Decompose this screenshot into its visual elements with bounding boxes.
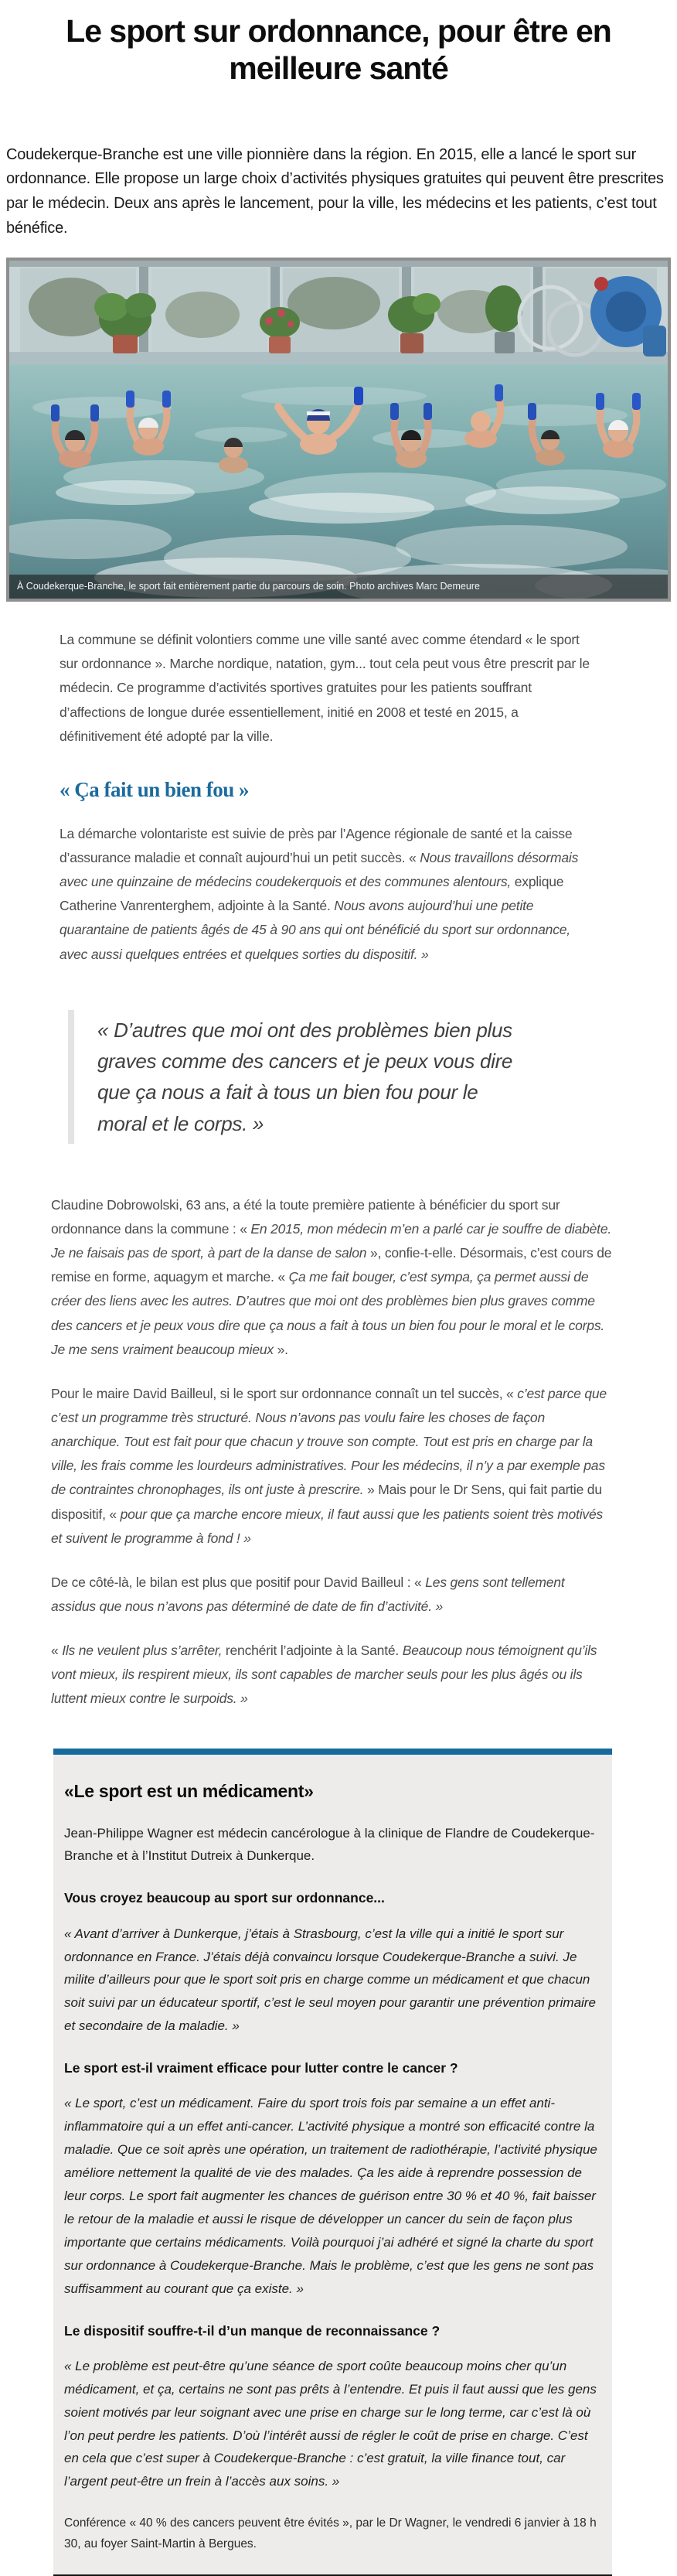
body-paragraph: Pour le maire David Bailleul, si le sport sur ordonnance connaît un tel succès, « c’est parce que c’est un programme très structuré. Nous n’avons pas voulu faire les choses de façon anarchique. Tout est fait pour que chacun y trouve son compte. Tout est pris en charge par la ville, les frais comme les lourdeurs administratives. Pour les médecins, il n’y a par exemple pas de contraintes chronophages, ils ont juste à prescrire. » Mais pour le Dr Sens, qui fait partie du dispositif, « pour que ça marche encore mieux, il faut aussi que les patients soient très motivés et suivent le programme à fond ! » bbox=[51, 1385, 607, 1546]
body-paragraph: De ce côté-là, le bilan est plus que positif pour David Bailleul : « Les gens sont tellement assidus que nous n’avons pas déterminé de date de fin d’activité. » bbox=[51, 1574, 565, 1614]
interview-question: Le dispositif souffre-t-il d’un manque de reconnaissance ? bbox=[64, 2322, 441, 2339]
interview-answer: « Avant d’arriver à Dunkerque, j’étais à Strasbourg, c’est la ville qui a initié le sport sur ordonnance en France. J’étais déjà convaincu lorsque Coudekerque-Branche a suivi. Je milite d’ailleurs pour que le sport soit pris en charge comme un médicament et que chacun soit suivi par un éducateur sportif, c’est le seul moyen pour garantir une prévention primaire et secondaire de la maladie. » bbox=[64, 1926, 596, 2034]
body-paragraph: « Ils ne veulent plus s’arrêter, renchérit l’adjointe à la Santé. Beaucoup nous témoignent qu’ils vont mieux, ils respirent mieux, ils sont capables de marcher seuls pour les plus âgés ou ils luttent mieux contre le surpoids. » bbox=[51, 1643, 597, 1707]
body-paragraph: La démarche volontariste est suivie de près par l’Agence régionale de santé et la caisse d’assurance maladie et connaît aujourd’hui un petit succès. « Nous travaillons désormais avec une quinzaine de médecins coudekerquois et des communes alentours, explique Catherine Vanrenterghem, adjointe à la Santé. Nous avons aujourd’hui une petite quarantaine de patients âgés de 45 à 90 ans qui ont bénéficié du sport sur ordonnance, avec aussi quelques entrées et quelques sorties du dispositif. » bbox=[60, 825, 579, 962]
article-lead: Coudekerque-Branche est une ville pionnière dans la région. En 2015, elle a lancé le sport sur ordonnance. Elle propose un large choix d’activités physiques gratuites qui peuvent être prescrites par le médecin. Deux ans après le lancement, pour la ville, les médecins et les patients, c’est tout bénéfice. bbox=[6, 145, 664, 237]
article-page bbox=[0, 12, 677, 2576]
interview-answer: « Le problème est peut-être qu’une séance de sport coûte beaucoup moins cher qu’un médicament, et ça, certains ne sont pas prêts à l’entendre. Et puis il faut aussi que les gens soient motivés par leur soignant avec une prise en charge sur le long terme, car c’est là où l’on peut perdre les patients. D’où l’intérêt aussi de régler le coût de prise en charge. C’est en cela que c’est super à Coudekerque-Branche : c’est gratuit, la ville finance tout, car l’argent peut-être un frein à l’accès aux soins. » bbox=[64, 2358, 597, 2489]
interview-box bbox=[53, 1749, 612, 2576]
body-paragraph: Claudine Dobrowolski, 63 ans, a été la toute première patiente à bénéficier du sport sur ordonnance dans la commune : « En 2015, mon médecin m’en a parlé car je souffre de diabète. Je ne faisais pas de sport, à part de la danse de salon », confie-t-elle. Désormais, c’est cours de remise en forme, aquagym et marche. « Ça me fait bouger, c’est sympa, ça permet aussi de créer des liens avec les autres. D’autres que moi ont des problèmes bien plus graves comme des cancers et je peux vous dire que ça nous a fait à tous un bien fou pour le moral et le corps. Je me sens vraiment beaucoup mieux ». bbox=[51, 1196, 612, 1357]
photo-caption: À Coudekerque-Branche, le sport fait entièrement partie du parcours de soin. Photo archives Marc Demeure bbox=[9, 575, 668, 599]
conference-note: Conférence « 40 % des cancers peuvent être évités », par le Dr Wagner, le vendredi 6 janvier à 18 h 30, au foyer Saint-Martin à Bergues. bbox=[64, 2516, 597, 2550]
article-photo bbox=[6, 258, 671, 602]
section-subheading: « Ça fait un bien fou » bbox=[60, 777, 250, 801]
interview-question: Vous croyez beaucoup au sport sur ordonnance... bbox=[64, 1890, 385, 1906]
pull-quote: « D’autres que moi ont des problèmes bien plus graves comme des cancers et je peux vous dire que ça nous a fait à tous un bien fou pour le moral et le corps. » bbox=[68, 1010, 519, 1144]
interview-answer: « Le sport, c’est un médicament. Faire du sport trois fois par semaine a un effet anti-inflammatoire qui a un effet anti-cancer. L’activité physique a montré son efficacité contre la maladie. Que ce soit après une opération, un traitement de radiothérapie, l’activité physique améliore nettement la qualité de vie des malades. Ça les aide à reprendre possession de leur corps. Le sport fait augmenter les chances de guérison entre 30 % et 40 %, fait baisser le retour de la maladie et aussi le risque de développer un cancer du sein de façon plus importante que certains médicaments. Voilà pourquoi j’ai adhéré et signé la charte du sport sur ordonnance à Coudekerque-Branche. Mais le problème, c’est que les gens ne sont pas suffisamment au courant que ça existe. » bbox=[64, 2096, 597, 2296]
body-paragraph: La commune se définit volontiers comme une ville santé avec comme étendard « le sport sur ordonnance ». Marche nordique, natation, gym... tout cela peut vous être prescrit par le médecin. Ce programme d’activités sportives gratuites pour les patients souffrant d’affections de longue durée essentiellement, initié en 2008 et testé en 2015, a définitivement été adopté par la ville. bbox=[60, 632, 590, 744]
article-title: Le sport sur ordonnance, pour être en meilleure santé bbox=[66, 13, 611, 87]
interview-question: Le sport est-il vraiment efficace pour lutter contre le cancer ? bbox=[64, 2060, 458, 2076]
interview-intro: Jean-Philippe Wagner est médecin cancérologue à la clinique de Flandre de Coudekerque-Branche et à l’Institut Dutreix à Dunkerque. bbox=[64, 1825, 595, 1864]
pool-photo-illustration bbox=[9, 261, 668, 599]
article-section-top bbox=[60, 628, 598, 967]
article-section-bottom bbox=[51, 1193, 612, 1711]
interview-heading: «Le sport est un médicament» bbox=[64, 1780, 314, 1801]
interview-qa-list bbox=[64, 1888, 601, 2493]
